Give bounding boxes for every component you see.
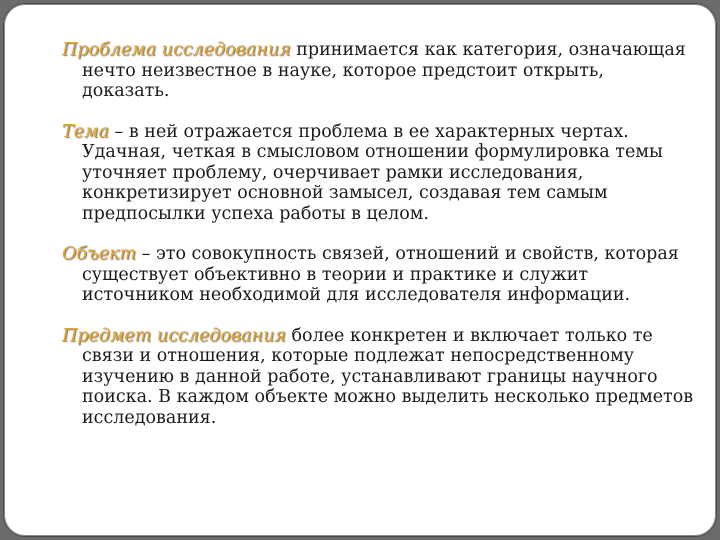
definition-problem: принимается как категория, означающая нечто неизвестное в науке, которое предстоит открыть, доказать. xyxy=(82,40,686,101)
term-subject: Предмет исследования xyxy=(62,325,286,346)
slide-frame xyxy=(3,3,717,537)
term-object: Объект xyxy=(62,244,137,264)
paragraph-subject xyxy=(62,326,694,429)
slide-content xyxy=(62,40,694,448)
term-topic: Тема xyxy=(62,121,109,142)
definition-topic: – в ней отражается проблема в ее характерных чертах. Удачная, четкая в смысловом отношении формулировка темы уточняет проблему, очерчивает рамки исследования, конкретизирует основной замысел, создавая тем самым предпосылки успеха работы в целом. xyxy=(82,121,663,224)
paragraph-topic xyxy=(62,122,694,225)
definition-object: – это совокупность связей, отношений и свойств, которая существует объективно в теории и практике и служит источником необходимой для исследователя информации. xyxy=(82,244,679,305)
paragraph-problem xyxy=(62,40,694,102)
paragraph-object xyxy=(62,244,694,306)
term-problem: Проблема исследования xyxy=(62,40,291,60)
definition-subject: более конкретен и включает только те связи и отношения, которые подлежат непосредственному изучению в данной работе, устанавливают границы научного поиска. В каждом объекте можно выделить несколько предметов исследования. xyxy=(82,325,694,428)
